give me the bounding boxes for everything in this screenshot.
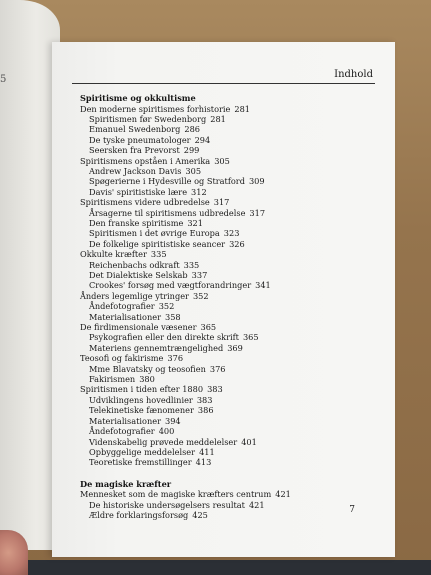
toc-subentry bbox=[80, 437, 380, 447]
toc-chapter bbox=[80, 156, 380, 166]
toc-entry-title: Ånders legemlige ytringer bbox=[80, 290, 189, 301]
toc-subentry bbox=[80, 500, 380, 510]
toc-entry-title: Spøgerierne i Hydesville og Stratford bbox=[89, 176, 245, 187]
toc-entry-page: 421 bbox=[248, 499, 265, 510]
toc-chapter bbox=[80, 353, 380, 363]
toc-entry-page: 305 bbox=[214, 155, 230, 166]
table-of-contents bbox=[80, 93, 380, 520]
toc-entry-title: Den franske spiritisme bbox=[89, 217, 184, 228]
toc-entry-page: 323 bbox=[223, 228, 240, 239]
toc-entry-title: De folkelige spiritistiske seancer bbox=[89, 238, 226, 249]
background-strip bbox=[0, 560, 431, 575]
toc-subentry bbox=[80, 228, 380, 238]
toc-entry-page: 421 bbox=[275, 489, 291, 500]
toc-entry-title: Psykografien eller den direkte skrift bbox=[89, 332, 239, 343]
toc-subentry bbox=[80, 374, 380, 384]
toc-entry-title: Udviklingens hovedlinier bbox=[89, 394, 193, 405]
toc-subentry bbox=[80, 312, 380, 322]
toc-entry-page: 425 bbox=[192, 510, 208, 521]
toc-subentry bbox=[80, 426, 380, 436]
toc-entry-title: Emanuel Swedenborg bbox=[89, 124, 181, 135]
toc-entry-page: 281 bbox=[210, 113, 226, 124]
toc-entry-page: 335 bbox=[183, 259, 200, 270]
toc-entry-page: 352 bbox=[158, 301, 175, 312]
toc-subentry bbox=[80, 447, 380, 457]
toc-entry-title: Opbyggelige meddelelser bbox=[89, 446, 196, 457]
toc-entry-page: 337 bbox=[191, 270, 208, 280]
toc-entry-page: 335 bbox=[150, 249, 167, 260]
toc-entry-title: Mennesket som de magiske kræfters centrum bbox=[80, 489, 272, 500]
toc-entry-page: 309 bbox=[248, 176, 265, 187]
toc-entry-page: 365 bbox=[200, 322, 217, 333]
toc-entry-title: De historiske undersøgelsers resultat bbox=[89, 499, 245, 510]
toc-entry-page: 365 bbox=[242, 332, 259, 343]
toc-chapter bbox=[80, 322, 380, 332]
toc-subentry bbox=[80, 416, 380, 426]
toc-entry-title: De tyske pneumatologer bbox=[89, 134, 191, 145]
toc-subentry bbox=[80, 332, 380, 342]
toc-chapter bbox=[80, 291, 380, 301]
toc-entry-page: 341 bbox=[255, 280, 271, 291]
toc-chapter bbox=[80, 104, 380, 114]
toc-entry-title: Spiritismen i tiden efter 1880 bbox=[80, 384, 204, 395]
toc-entry-title: Telekinetiske fænomener bbox=[89, 405, 194, 416]
toc-entry-title: Spiritismens opståen i Amerika bbox=[80, 155, 211, 166]
toc-entry-page: 369 bbox=[227, 342, 243, 353]
toc-entry-page: 305 bbox=[185, 165, 202, 176]
toc-entry-title: Årsagerne til spiritismens udbredelse bbox=[89, 207, 246, 218]
toc-entry-title: Andrew Jackson Davis bbox=[89, 165, 182, 176]
left-page-number: 5 bbox=[0, 74, 7, 85]
toc-entry-page: 401 bbox=[241, 436, 257, 447]
toc-entry-title: Materialisationer bbox=[89, 415, 162, 426]
toc-entry-title: Okkulte kræfter bbox=[80, 249, 147, 260]
toc-entry-title: Materialisationer bbox=[89, 311, 162, 322]
toc-entry-page: 326 bbox=[229, 238, 245, 249]
toc-subentry bbox=[80, 166, 380, 176]
toc-entry-title: Materiens gennemtrængelighed bbox=[89, 342, 224, 353]
toc-subentry bbox=[80, 405, 380, 415]
toc-subentry bbox=[80, 218, 380, 228]
toc-entry-page: 386 bbox=[197, 405, 214, 416]
toc-entry-page: 317 bbox=[213, 197, 230, 208]
toc-entry-title: Davis' spiritistiske lære bbox=[89, 186, 188, 197]
toc-subentry bbox=[80, 343, 380, 353]
toc-subentry bbox=[80, 395, 380, 405]
toc-entry-page: 413 bbox=[195, 457, 212, 468]
toc-subentry bbox=[80, 145, 380, 155]
toc-entry-page: 400 bbox=[158, 426, 175, 437]
toc-entry-title: Videnskabelig prøvede meddelelser bbox=[89, 436, 238, 447]
toc-subentry bbox=[80, 187, 380, 197]
toc-subentry bbox=[80, 301, 380, 311]
toc-entry-title: Spiritismen i det øvrige Europa bbox=[89, 228, 220, 239]
toc-subentry bbox=[80, 135, 380, 145]
toc-entry-title: Åndefotografier bbox=[89, 426, 155, 437]
hand bbox=[0, 530, 28, 575]
toc-subentry bbox=[80, 176, 380, 186]
toc-entry-title: Det Dialektiske Selskab bbox=[89, 270, 188, 280]
toc-entry-page: 317 bbox=[249, 207, 266, 218]
toc-entry-page: 411 bbox=[199, 446, 215, 457]
page-number: 7 bbox=[349, 505, 355, 515]
toc-subentry bbox=[80, 239, 380, 249]
toc-entry-title: Mme Blavatsky og teosofien bbox=[89, 363, 206, 374]
toc-entry-page: 299 bbox=[183, 145, 200, 156]
toc-subentry bbox=[80, 280, 380, 290]
toc-chapter bbox=[80, 489, 380, 499]
toc-entry-title: Reichenbachs odkraft bbox=[89, 259, 180, 270]
toc-entry-page: 394 bbox=[165, 415, 181, 426]
toc-entry-title: Teosofi og fakirisme bbox=[80, 353, 164, 364]
toc-subentry bbox=[80, 364, 380, 374]
toc-subentry bbox=[80, 208, 380, 218]
toc-entry-title: Seersken fra Prevorst bbox=[89, 145, 180, 156]
toc-entry-page: 383 bbox=[196, 394, 213, 405]
toc-subentry bbox=[80, 457, 380, 467]
toc-subentry bbox=[80, 510, 380, 520]
toc-entry-page: 286 bbox=[184, 124, 201, 135]
toc-subentry bbox=[80, 114, 380, 124]
left-page bbox=[0, 0, 60, 550]
book-page bbox=[52, 42, 395, 557]
toc-subentry bbox=[80, 270, 380, 280]
toc-entry-page: 281 bbox=[234, 103, 251, 114]
toc-entry-page: 358 bbox=[165, 311, 181, 322]
toc-entry-title: Crookes' forsøg med vægtforandringer bbox=[89, 280, 252, 291]
header-rule bbox=[72, 83, 375, 84]
toc-entry-title: Åndefotografier bbox=[89, 301, 155, 312]
toc-chapter bbox=[80, 384, 380, 394]
toc-entry-page: 312 bbox=[191, 186, 207, 197]
toc-chapter bbox=[80, 249, 380, 259]
toc-subentry bbox=[80, 124, 380, 134]
toc-entry-page: 376 bbox=[209, 363, 226, 374]
toc-chapter bbox=[80, 197, 380, 207]
toc-entry-page: 383 bbox=[207, 384, 223, 395]
running-header: Indhold bbox=[334, 69, 373, 80]
toc-entry-title: Spiritismens videre udbredelse bbox=[80, 197, 210, 208]
section-heading: De magiske kræfter bbox=[80, 478, 172, 489]
toc-entry-title: Den moderne spiritismes forhistorie bbox=[80, 103, 231, 114]
toc-entry-page: 380 bbox=[139, 374, 155, 385]
toc-entry-title: Fakirismen bbox=[89, 374, 136, 385]
toc-entry-title: De firdimensionale væsener bbox=[80, 322, 197, 333]
toc-entry-page: 352 bbox=[192, 290, 209, 301]
toc-entry-title: Teoretiske fremstillinger bbox=[89, 457, 192, 468]
toc-subentry bbox=[80, 260, 380, 270]
toc-entry-title: Ældre forklaringsforsøg bbox=[89, 510, 189, 521]
toc-entry-page: 376 bbox=[167, 353, 184, 364]
toc-entry-title: Spiritismen før Swedenborg bbox=[89, 113, 207, 124]
toc-entry-page: 321 bbox=[187, 217, 203, 228]
section-heading: Spiritisme og okkultisme bbox=[80, 93, 196, 103]
toc-entry-page: 294 bbox=[194, 134, 211, 145]
